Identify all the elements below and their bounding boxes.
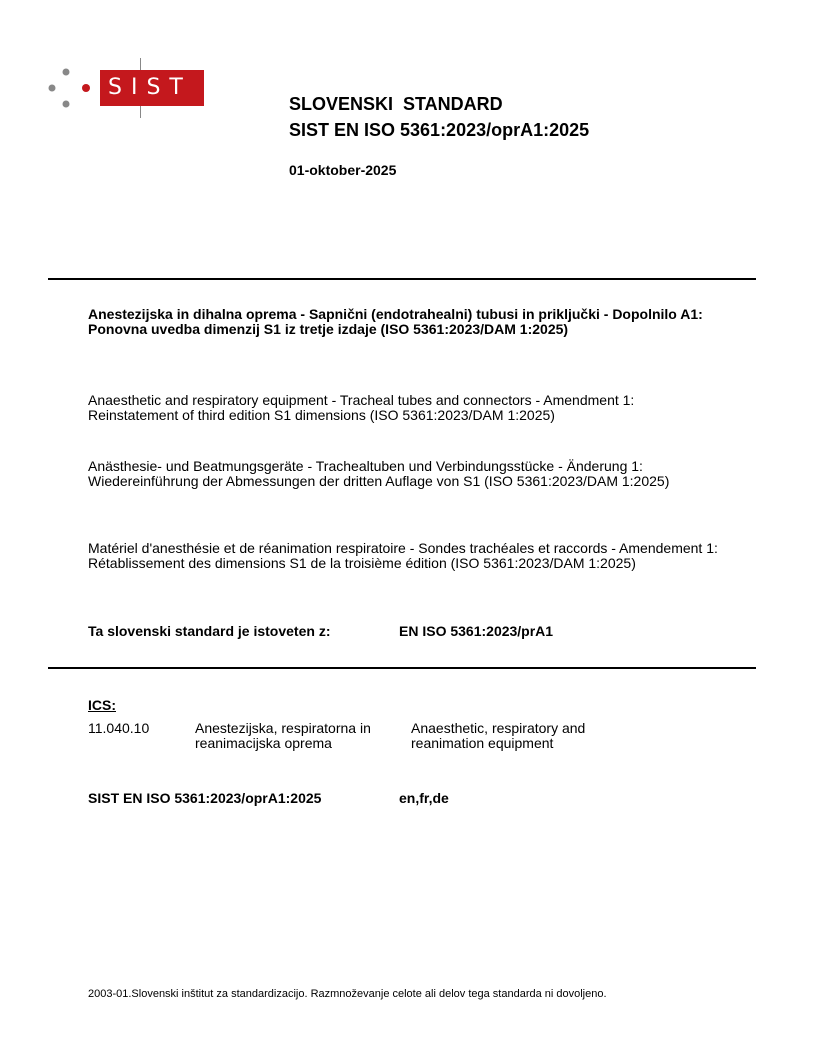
title-french: Matériel d'anesthésie et de réanimation respiratoire - Sondes trachéales et raccords - Amendement 1: Rétablissement des dimensions S1 de la troisième édition (ISO 5361:2023/DAM 1:2025): [88, 540, 718, 571]
ics-description-slovenian: Anestezijska, respiratorna in reanimacijska oprema: [195, 720, 371, 751]
sist-logo: SIST: [100, 70, 204, 106]
copyright-footer: 2003-01.Slovenski inštitut za standardizacijo. Razmnoževanje celote ali delov tega standarda ni dovoljeno.: [88, 988, 607, 1000]
divider-top: [48, 278, 756, 280]
standard-number-heading: SIST EN ISO 5361:2023/oprA1:2025: [289, 120, 590, 140]
identical-to-value: EN ISO 5361:2023/prA1: [399, 623, 554, 639]
ics-description-english: Anaesthetic, respiratory and reanimation equipment: [411, 720, 586, 751]
title-slovenian: Anestezijska in dihalna oprema - Sapnični (endotrahealni) tubusi in priključki - Dopolnilo A1: Ponovna uvedba dimenzij S1 iz tretje izdaje (ISO 5361:2023/DAM 1:2025): [88, 306, 703, 337]
logo-dots-icon: [46, 68, 96, 110]
document-languages: en,fr,de: [399, 790, 449, 806]
standard-type-heading: SLOVENSKI STANDARD: [289, 94, 503, 114]
ics-heading: ICS:: [88, 697, 116, 713]
document-id: SIST EN ISO 5361:2023/oprA1:2025: [88, 790, 322, 806]
logo-dots: [46, 68, 96, 110]
divider-bottom: [48, 667, 756, 669]
title-english: Anaesthetic and respiratory equipment - Tracheal tubes and connectors - Amendment 1: Reinstatement of third edition S1 dimensions (ISO 5361:2023/DAM 1:2025): [88, 392, 635, 423]
identical-to-label: Ta slovenski standard je istoveten z:: [88, 623, 331, 639]
ics-code: 11.040.10: [88, 720, 150, 736]
publication-date: 01-oktober-2025: [289, 162, 397, 178]
title-german: Anästhesie- und Beatmungsgeräte - Trachealtuben und Verbindungsstücke - Änderung 1: Wiedereinführung der Abmessungen der dritten Auflage von S1 (ISO 5361:2023/DAM 1:2025): [88, 458, 670, 489]
